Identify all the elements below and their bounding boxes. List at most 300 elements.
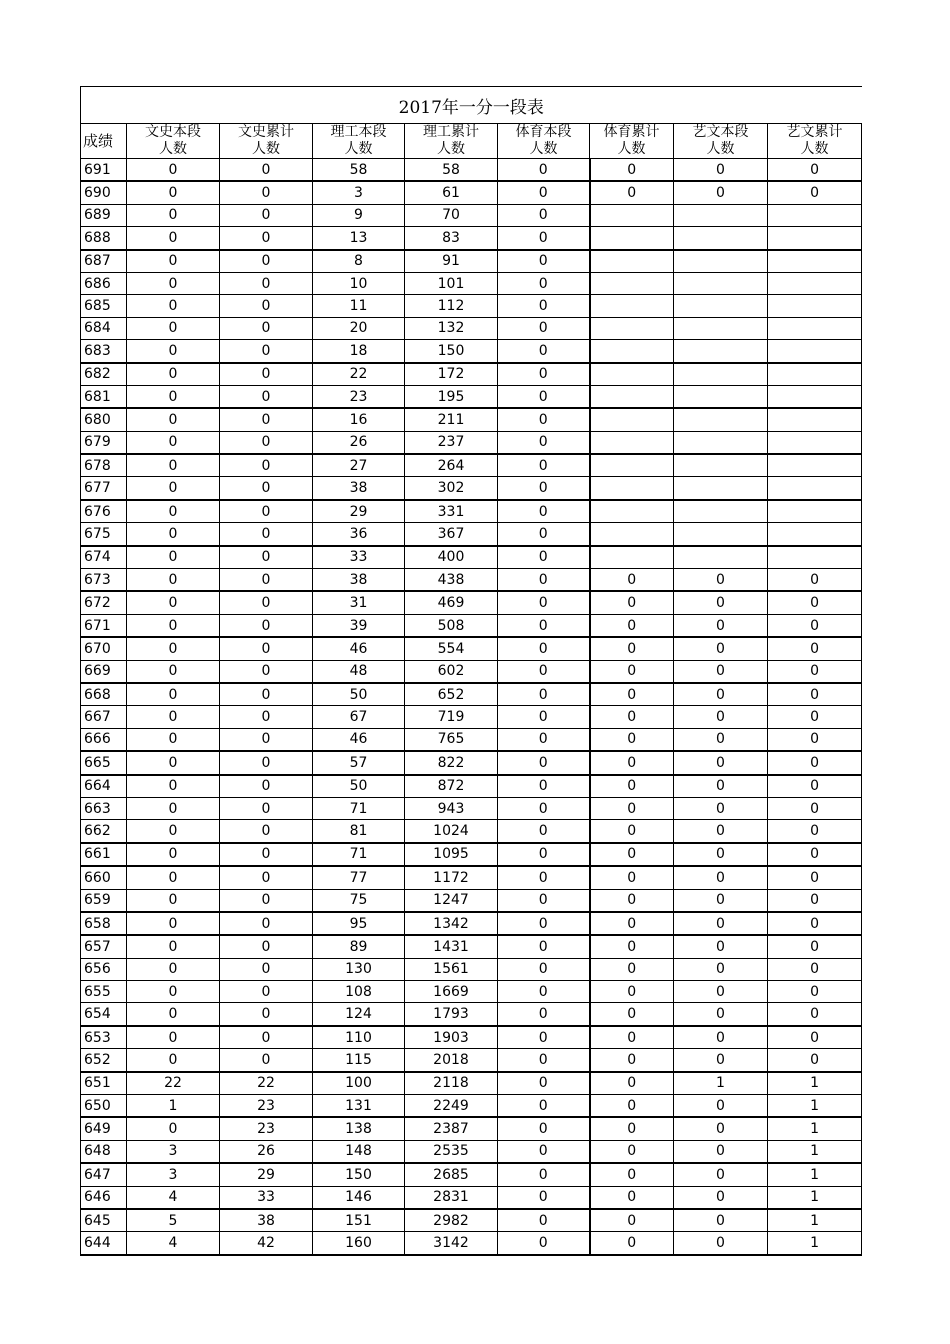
cell-score: 657: [81, 935, 127, 958]
table-row: [81, 1049, 862, 1072]
cell-tiyu-segment: 0: [498, 981, 590, 1003]
header-unit: 人数: [617, 141, 646, 157]
cell-yiwen-cumulative: [768, 272, 862, 294]
cell-tiyu-cumulative: 0: [590, 1095, 674, 1118]
cell-wenshi-segment: 0: [127, 181, 220, 204]
cell-tiyu-segment: 0: [498, 958, 590, 980]
cell-tiyu-segment: 0: [498, 408, 590, 431]
table-row: [81, 1140, 862, 1163]
cell-wenshi-cumulative: 0: [220, 820, 313, 843]
cell-wenshi-segment: 0: [127, 272, 220, 294]
cell-wenshi-segment: 0: [127, 250, 220, 273]
cell-ligong-cumulative: 1342: [405, 912, 498, 935]
cell-wenshi-segment: 3: [127, 1163, 220, 1186]
table-row: [81, 408, 862, 431]
table-row: [81, 614, 862, 637]
cell-ligong-segment: 46: [313, 637, 405, 660]
cell-yiwen-segment: 0: [674, 591, 768, 614]
cell-wenshi-segment: 0: [127, 958, 220, 980]
cell-tiyu-cumulative: [590, 363, 674, 386]
cell-score: 661: [81, 843, 127, 866]
header-ligong-cumulative: [405, 124, 498, 159]
cell-score: 670: [81, 637, 127, 660]
table-row: [81, 431, 862, 454]
cell-yiwen-cumulative: 0: [768, 843, 862, 866]
cell-yiwen-cumulative: 0: [768, 660, 862, 683]
cell-tiyu-segment: 0: [498, 181, 590, 204]
cell-score: 669: [81, 660, 127, 683]
cell-wenshi-segment: 0: [127, 797, 220, 819]
cell-ligong-cumulative: 2387: [405, 1117, 498, 1140]
cell-ligong-segment: 95: [313, 912, 405, 935]
table-row: [81, 775, 862, 798]
cell-ligong-cumulative: 132: [405, 317, 498, 339]
cell-ligong-cumulative: 1024: [405, 820, 498, 843]
cell-tiyu-cumulative: 0: [590, 591, 674, 614]
cell-score: 682: [81, 363, 127, 386]
cell-score: 679: [81, 431, 127, 454]
cell-yiwen-cumulative: [768, 295, 862, 317]
cell-yiwen-cumulative: 0: [768, 797, 862, 819]
cell-yiwen-cumulative: 1: [768, 1072, 862, 1095]
cell-ligong-cumulative: 1247: [405, 889, 498, 912]
cell-wenshi-cumulative: 0: [220, 797, 313, 819]
cell-tiyu-cumulative: [590, 454, 674, 477]
cell-yiwen-cumulative: 0: [768, 866, 862, 889]
cell-ligong-cumulative: 150: [405, 340, 498, 363]
cell-ligong-segment: 58: [313, 159, 405, 182]
cell-wenshi-cumulative: 0: [220, 250, 313, 273]
cell-yiwen-cumulative: 0: [768, 728, 862, 751]
cell-tiyu-segment: 0: [498, 523, 590, 546]
cell-tiyu-cumulative: 0: [590, 797, 674, 819]
cell-ligong-cumulative: 508: [405, 614, 498, 637]
cell-tiyu-segment: 0: [498, 454, 590, 477]
cell-ligong-cumulative: 58: [405, 159, 498, 182]
table-row: [81, 1186, 862, 1209]
cell-yiwen-segment: 0: [674, 981, 768, 1003]
cell-wenshi-segment: 0: [127, 1049, 220, 1072]
cell-score: 648: [81, 1140, 127, 1163]
cell-ligong-cumulative: 1561: [405, 958, 498, 980]
cell-yiwen-cumulative: [768, 523, 862, 546]
cell-tiyu-cumulative: [590, 523, 674, 546]
cell-tiyu-segment: 0: [498, 843, 590, 866]
cell-ligong-cumulative: 211: [405, 408, 498, 431]
cell-yiwen-segment: 0: [674, 660, 768, 683]
cell-wenshi-cumulative: 0: [220, 181, 313, 204]
cell-tiyu-segment: 0: [498, 1003, 590, 1026]
cell-ligong-segment: 100: [313, 1072, 405, 1095]
cell-ligong-cumulative: 602: [405, 660, 498, 683]
cell-score: 686: [81, 272, 127, 294]
cell-tiyu-cumulative: [590, 204, 674, 226]
cell-ligong-segment: 20: [313, 317, 405, 339]
cell-score: 667: [81, 706, 127, 728]
table-row: [81, 820, 862, 843]
cell-tiyu-segment: 0: [498, 935, 590, 958]
cell-wenshi-cumulative: 0: [220, 683, 313, 706]
cell-wenshi-segment: 1: [127, 1095, 220, 1118]
cell-ligong-segment: 46: [313, 728, 405, 751]
table-row: [81, 683, 862, 706]
cell-score: 684: [81, 317, 127, 339]
table-row: [81, 660, 862, 683]
table-row: [81, 272, 862, 294]
cell-tiyu-segment: 0: [498, 363, 590, 386]
header-ligong-segment: [313, 124, 405, 159]
cell-wenshi-cumulative: 0: [220, 637, 313, 660]
cell-score: 677: [81, 477, 127, 500]
table-body: [81, 159, 862, 1255]
cell-wenshi-cumulative: 0: [220, 363, 313, 386]
cell-tiyu-cumulative: [590, 431, 674, 454]
cell-tiyu-segment: 0: [498, 569, 590, 592]
cell-yiwen-segment: 0: [674, 1026, 768, 1049]
cell-ligong-segment: 23: [313, 385, 405, 408]
cell-yiwen-cumulative: 0: [768, 614, 862, 637]
header-unit: 人数: [159, 141, 187, 157]
cell-score: 665: [81, 751, 127, 774]
cell-score: 674: [81, 546, 127, 569]
cell-ligong-segment: 57: [313, 751, 405, 774]
cell-wenshi-cumulative: 23: [220, 1095, 313, 1118]
cell-tiyu-cumulative: [590, 477, 674, 500]
cell-wenshi-cumulative: 0: [220, 523, 313, 546]
cell-yiwen-segment: 0: [674, 843, 768, 866]
cell-yiwen-cumulative: [768, 454, 862, 477]
cell-wenshi-cumulative: 0: [220, 935, 313, 958]
table-row: [81, 1117, 862, 1140]
cell-yiwen-segment: [674, 204, 768, 226]
cell-wenshi-segment: 0: [127, 408, 220, 431]
table-row: [81, 637, 862, 660]
table-row: [81, 1209, 862, 1232]
cell-yiwen-cumulative: 0: [768, 569, 862, 592]
cell-yiwen-segment: 0: [674, 181, 768, 204]
cell-wenshi-segment: 0: [127, 683, 220, 706]
cell-ligong-segment: 18: [313, 340, 405, 363]
cell-wenshi-segment: 0: [127, 614, 220, 637]
cell-wenshi-segment: 22: [127, 1072, 220, 1095]
cell-wenshi-segment: 0: [127, 317, 220, 339]
cell-ligong-cumulative: 2118: [405, 1072, 498, 1095]
cell-score: 689: [81, 204, 127, 226]
cell-wenshi-cumulative: 22: [220, 1072, 313, 1095]
cell-score: 647: [81, 1163, 127, 1186]
cell-ligong-segment: 71: [313, 843, 405, 866]
cell-wenshi-segment: 4: [127, 1232, 220, 1255]
cell-ligong-cumulative: 1793: [405, 1003, 498, 1026]
cell-tiyu-segment: 0: [498, 1095, 590, 1118]
cell-tiyu-cumulative: 0: [590, 775, 674, 798]
cell-score: 659: [81, 889, 127, 912]
cell-ligong-segment: 115: [313, 1049, 405, 1072]
cell-yiwen-cumulative: [768, 250, 862, 273]
cell-ligong-segment: 89: [313, 935, 405, 958]
cell-ligong-cumulative: 91: [405, 250, 498, 273]
cell-ligong-segment: 160: [313, 1232, 405, 1255]
header-unit: 人数: [252, 141, 280, 157]
cell-score: 656: [81, 958, 127, 980]
cell-score: 675: [81, 523, 127, 546]
cell-wenshi-cumulative: 0: [220, 591, 313, 614]
cell-yiwen-segment: 0: [674, 159, 768, 182]
cell-wenshi-cumulative: 0: [220, 227, 313, 250]
cell-yiwen-segment: 1: [674, 1072, 768, 1095]
cell-wenshi-segment: 0: [127, 935, 220, 958]
cell-wenshi-segment: 0: [127, 454, 220, 477]
cell-yiwen-cumulative: 1: [768, 1163, 862, 1186]
cell-tiyu-cumulative: 0: [590, 1186, 674, 1209]
cell-ligong-segment: 151: [313, 1209, 405, 1232]
cell-ligong-segment: 10: [313, 272, 405, 294]
cell-yiwen-segment: 0: [674, 1186, 768, 1209]
cell-tiyu-cumulative: 0: [590, 1117, 674, 1140]
cell-tiyu-segment: 0: [498, 1072, 590, 1095]
cell-tiyu-cumulative: 0: [590, 1163, 674, 1186]
cell-yiwen-cumulative: [768, 340, 862, 363]
cell-yiwen-cumulative: [768, 317, 862, 339]
cell-tiyu-cumulative: 0: [590, 569, 674, 592]
cell-ligong-cumulative: 652: [405, 683, 498, 706]
cell-yiwen-segment: 0: [674, 1049, 768, 1072]
cell-score: 671: [81, 614, 127, 637]
cell-wenshi-cumulative: 0: [220, 159, 313, 182]
cell-wenshi-cumulative: 0: [220, 728, 313, 751]
cell-wenshi-cumulative: 0: [220, 204, 313, 226]
table-row: [81, 295, 862, 317]
cell-wenshi-segment: 0: [127, 866, 220, 889]
header-label: 体育累计: [603, 124, 660, 140]
header-yiwen-segment: [674, 124, 768, 159]
cell-yiwen-segment: [674, 227, 768, 250]
cell-wenshi-segment: 0: [127, 159, 220, 182]
cell-ligong-cumulative: 822: [405, 751, 498, 774]
header-label: 艺文累计: [786, 124, 843, 140]
table-row: [81, 1163, 862, 1186]
cell-wenshi-cumulative: 0: [220, 500, 313, 523]
cell-ligong-segment: 29: [313, 500, 405, 523]
cell-ligong-segment: 108: [313, 981, 405, 1003]
cell-ligong-segment: 148: [313, 1140, 405, 1163]
cell-score: 653: [81, 1026, 127, 1049]
cell-ligong-cumulative: 1669: [405, 981, 498, 1003]
cell-tiyu-cumulative: 0: [590, 637, 674, 660]
cell-wenshi-cumulative: 0: [220, 751, 313, 774]
header-label: 文史累计: [238, 124, 294, 140]
cell-tiyu-cumulative: [590, 250, 674, 273]
header-score: [81, 124, 127, 159]
cell-wenshi-segment: 0: [127, 363, 220, 386]
cell-tiyu-cumulative: 0: [590, 843, 674, 866]
cell-wenshi-segment: 0: [127, 523, 220, 546]
cell-wenshi-segment: 0: [127, 477, 220, 500]
cell-yiwen-segment: [674, 477, 768, 500]
cell-yiwen-cumulative: 1: [768, 1117, 862, 1140]
cell-yiwen-cumulative: 0: [768, 591, 862, 614]
cell-tiyu-segment: 0: [498, 820, 590, 843]
table-row: [81, 797, 862, 819]
cell-tiyu-segment: 0: [498, 477, 590, 500]
table-row: [81, 1026, 862, 1049]
cell-score: 650: [81, 1095, 127, 1118]
cell-ligong-cumulative: 1095: [405, 843, 498, 866]
cell-wenshi-segment: 0: [127, 385, 220, 408]
table-row: [81, 500, 862, 523]
cell-ligong-cumulative: 101: [405, 272, 498, 294]
cell-yiwen-segment: 0: [674, 1232, 768, 1255]
header-wenshi-segment: [127, 124, 220, 159]
cell-tiyu-segment: 0: [498, 385, 590, 408]
cell-tiyu-segment: 0: [498, 912, 590, 935]
cell-tiyu-segment: 0: [498, 797, 590, 819]
cell-tiyu-cumulative: 0: [590, 889, 674, 912]
cell-score: 660: [81, 866, 127, 889]
cell-yiwen-cumulative: 1: [768, 1232, 862, 1255]
cell-wenshi-cumulative: 0: [220, 454, 313, 477]
header-label: 艺文本段: [692, 124, 749, 140]
cell-score: 654: [81, 1003, 127, 1026]
cell-ligong-cumulative: 719: [405, 706, 498, 728]
cell-yiwen-segment: 0: [674, 728, 768, 751]
header-tiyu-segment: [498, 124, 590, 159]
cell-ligong-cumulative: 943: [405, 797, 498, 819]
header-label: 成绩: [83, 131, 114, 150]
cell-tiyu-segment: 0: [498, 1186, 590, 1209]
cell-yiwen-cumulative: 0: [768, 958, 862, 980]
cell-yiwen-cumulative: [768, 500, 862, 523]
cell-yiwen-cumulative: [768, 363, 862, 386]
cell-ligong-segment: 50: [313, 775, 405, 798]
cell-yiwen-cumulative: 1: [768, 1095, 862, 1118]
table-row: [81, 250, 862, 273]
cell-tiyu-cumulative: [590, 295, 674, 317]
cell-tiyu-segment: 0: [498, 317, 590, 339]
cell-wenshi-cumulative: 0: [220, 431, 313, 454]
cell-tiyu-cumulative: 0: [590, 728, 674, 751]
cell-yiwen-segment: [674, 363, 768, 386]
cell-tiyu-segment: 0: [498, 250, 590, 273]
cell-ligong-segment: 67: [313, 706, 405, 728]
header-label: 理工累计: [423, 124, 479, 140]
cell-yiwen-segment: 0: [674, 751, 768, 774]
header-tiyu-cumulative: [590, 124, 674, 159]
cell-tiyu-segment: 0: [498, 1232, 590, 1255]
cell-ligong-cumulative: 61: [405, 181, 498, 204]
cell-yiwen-cumulative: [768, 431, 862, 454]
cell-tiyu-cumulative: 0: [590, 683, 674, 706]
cell-wenshi-cumulative: 0: [220, 1049, 313, 1072]
cell-tiyu-segment: 0: [498, 1049, 590, 1072]
cell-yiwen-segment: 0: [674, 889, 768, 912]
header-unit: 人数: [800, 141, 829, 157]
cell-yiwen-cumulative: 0: [768, 935, 862, 958]
cell-score: 658: [81, 912, 127, 935]
cell-yiwen-cumulative: 0: [768, 159, 862, 182]
cell-yiwen-segment: 0: [674, 614, 768, 637]
cell-tiyu-segment: 0: [498, 1117, 590, 1140]
cell-ligong-segment: 131: [313, 1095, 405, 1118]
cell-yiwen-cumulative: 0: [768, 706, 862, 728]
cell-ligong-segment: 27: [313, 454, 405, 477]
cell-wenshi-segment: 0: [127, 912, 220, 935]
title-row: [81, 87, 862, 124]
cell-ligong-segment: 13: [313, 227, 405, 250]
cell-ligong-cumulative: 112: [405, 295, 498, 317]
cell-wenshi-segment: 0: [127, 204, 220, 226]
cell-yiwen-cumulative: 0: [768, 1003, 862, 1026]
cell-yiwen-segment: 0: [674, 1003, 768, 1026]
cell-yiwen-segment: 0: [674, 683, 768, 706]
cell-ligong-cumulative: 195: [405, 385, 498, 408]
cell-tiyu-segment: 0: [498, 591, 590, 614]
cell-yiwen-cumulative: 0: [768, 181, 862, 204]
cell-wenshi-cumulative: 0: [220, 1003, 313, 1026]
cell-wenshi-segment: 0: [127, 431, 220, 454]
table-row: [81, 523, 862, 546]
cell-tiyu-cumulative: [590, 340, 674, 363]
cell-score: 664: [81, 775, 127, 798]
cell-wenshi-cumulative: 38: [220, 1209, 313, 1232]
header-unit: 人数: [529, 141, 558, 157]
cell-wenshi-segment: 4: [127, 1186, 220, 1209]
cell-yiwen-segment: 0: [674, 569, 768, 592]
table-row: [81, 912, 862, 935]
cell-wenshi-segment: 0: [127, 637, 220, 660]
cell-wenshi-segment: 3: [127, 1140, 220, 1163]
cell-tiyu-segment: 0: [498, 660, 590, 683]
cell-score: 649: [81, 1117, 127, 1140]
cell-ligong-segment: 150: [313, 1163, 405, 1186]
cell-wenshi-cumulative: 0: [220, 295, 313, 317]
table-row: [81, 569, 862, 592]
cell-score: 688: [81, 227, 127, 250]
cell-wenshi-cumulative: 0: [220, 843, 313, 866]
cell-score: 687: [81, 250, 127, 273]
cell-wenshi-segment: 0: [127, 775, 220, 798]
table-row: [81, 1003, 862, 1026]
cell-tiyu-segment: 0: [498, 728, 590, 751]
cell-ligong-segment: 36: [313, 523, 405, 546]
cell-tiyu-segment: 0: [498, 775, 590, 798]
score-table: [80, 86, 862, 1256]
table-row: [81, 935, 862, 958]
cell-score: 681: [81, 385, 127, 408]
cell-wenshi-cumulative: 0: [220, 546, 313, 569]
cell-yiwen-cumulative: 0: [768, 912, 862, 935]
cell-tiyu-cumulative: [590, 227, 674, 250]
cell-tiyu-segment: 0: [498, 1163, 590, 1186]
cell-ligong-cumulative: 2535: [405, 1140, 498, 1163]
cell-tiyu-cumulative: 0: [590, 706, 674, 728]
cell-tiyu-cumulative: [590, 500, 674, 523]
cell-yiwen-cumulative: 0: [768, 889, 862, 912]
cell-wenshi-cumulative: 33: [220, 1186, 313, 1209]
header-label: 理工本段: [330, 124, 387, 140]
cell-ligong-segment: 75: [313, 889, 405, 912]
cell-tiyu-cumulative: 0: [590, 1140, 674, 1163]
cell-yiwen-segment: 0: [674, 912, 768, 935]
cell-wenshi-segment: 0: [127, 820, 220, 843]
table-row: [81, 1232, 862, 1255]
cell-wenshi-cumulative: 42: [220, 1232, 313, 1255]
cell-yiwen-segment: 0: [674, 1209, 768, 1232]
cell-score: 644: [81, 1232, 127, 1255]
cell-tiyu-segment: 0: [498, 1140, 590, 1163]
cell-yiwen-segment: 0: [674, 1095, 768, 1118]
cell-wenshi-cumulative: 0: [220, 1026, 313, 1049]
